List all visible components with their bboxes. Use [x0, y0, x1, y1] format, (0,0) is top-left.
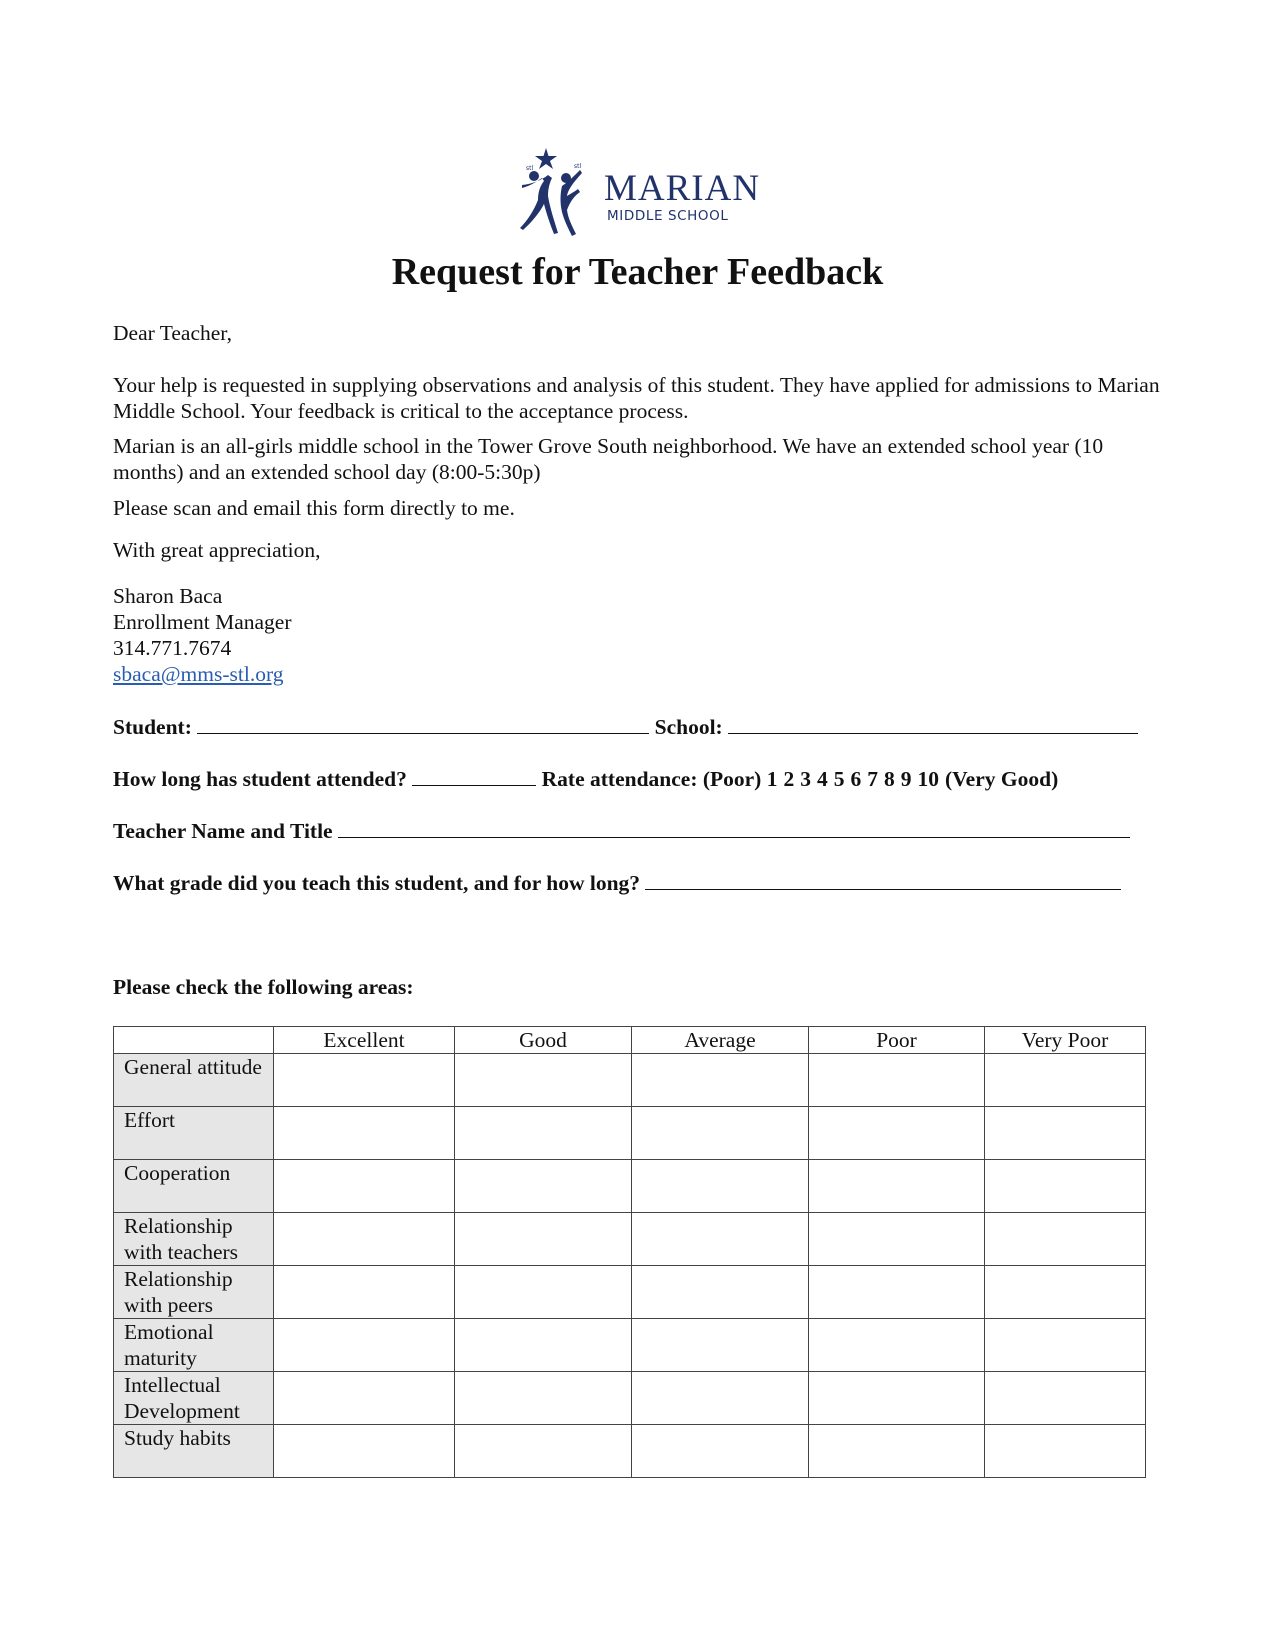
svg-text:stl: stl — [574, 163, 582, 170]
rate-option[interactable]: 7 — [867, 767, 878, 791]
letter-paragraph-1: Your help is requested in supplying observations and analysis of this student. They have applied for admissions to Marian Middle School. Your feedback is critical to the acceptance process. — [113, 373, 1160, 423]
rating-cell[interactable] — [985, 1107, 1146, 1160]
rating-cell[interactable] — [809, 1372, 985, 1425]
page-title: Request for Teacher Feedback — [391, 251, 884, 293]
school-logo — [520, 148, 760, 240]
rating-cell[interactable] — [632, 1107, 809, 1160]
rate-option[interactable]: 4 — [816, 767, 828, 791]
signer-title: Enrollment Manager — [113, 610, 292, 634]
teacher-row — [113, 817, 1130, 844]
rate-option[interactable]: 1 — [766, 767, 778, 791]
rating-cell[interactable] — [809, 1425, 985, 1478]
signer-phone: 314.771.7674 — [113, 636, 232, 660]
rating-table — [113, 1026, 1146, 1478]
grade-row — [113, 869, 1121, 896]
rating-cell[interactable] — [985, 1160, 1146, 1213]
attended-label: How long has student attended? — [113, 767, 407, 791]
rate-end-label: (Very Good) — [944, 767, 1059, 791]
table-row — [114, 1319, 1146, 1372]
column-header: Poor — [809, 1027, 985, 1054]
letter-closing: With great appreciation, — [113, 538, 321, 562]
grade-label: What grade did you teach this student, and for how long? — [113, 871, 641, 895]
dancers-star-logo-icon — [520, 148, 604, 240]
rating-cell[interactable] — [632, 1266, 809, 1319]
rate-option[interactable]: 3 — [800, 767, 811, 791]
rating-cell[interactable] — [274, 1425, 455, 1478]
row-label: Relationship with teachers — [114, 1213, 274, 1266]
grade-input-line[interactable] — [645, 869, 1121, 890]
rating-cell[interactable] — [274, 1266, 455, 1319]
rating-cell[interactable] — [632, 1425, 809, 1478]
logo-subtitle: MIDDLE SCHOOL — [607, 208, 729, 224]
school-label: School: — [654, 715, 723, 739]
teacher-input-line[interactable] — [338, 817, 1130, 838]
column-header: Very Poor — [985, 1027, 1146, 1054]
rating-cell[interactable] — [809, 1054, 985, 1107]
table-row — [114, 1425, 1146, 1478]
rating-cell[interactable] — [809, 1213, 985, 1266]
rating-cell[interactable] — [632, 1372, 809, 1425]
table-header-row — [114, 1027, 1146, 1054]
rating-cell[interactable] — [274, 1054, 455, 1107]
row-label: Relationship with peers — [114, 1266, 274, 1319]
rating-cell[interactable] — [985, 1266, 1146, 1319]
rate-option[interactable]: 8 — [883, 767, 895, 791]
student-input-line[interactable] — [197, 713, 649, 734]
rating-cell[interactable] — [455, 1160, 632, 1213]
rate-option[interactable]: 5 — [833, 767, 845, 791]
rating-cell[interactable] — [985, 1425, 1146, 1478]
row-label: Cooperation — [114, 1160, 274, 1213]
rate-option[interactable]: 6 — [850, 767, 862, 791]
table-row — [114, 1160, 1146, 1213]
rating-cell[interactable] — [809, 1319, 985, 1372]
logo-wordmark: MARIAN — [604, 168, 761, 209]
rating-cell[interactable] — [274, 1160, 455, 1213]
rating-cell[interactable] — [455, 1425, 632, 1478]
attended-input-line[interactable] — [412, 765, 536, 786]
column-header: Good — [455, 1027, 632, 1054]
rating-cell[interactable] — [455, 1319, 632, 1372]
rating-cell[interactable] — [809, 1266, 985, 1319]
row-label: Effort — [114, 1107, 274, 1160]
rating-cell[interactable] — [985, 1054, 1146, 1107]
rating-cell[interactable] — [632, 1213, 809, 1266]
rating-cell[interactable] — [455, 1213, 632, 1266]
signer-name: Sharon Baca — [113, 584, 223, 608]
table-row — [114, 1054, 1146, 1107]
rating-cell[interactable] — [455, 1266, 632, 1319]
table-row — [114, 1107, 1146, 1160]
rating-cell[interactable] — [455, 1054, 632, 1107]
rating-cell[interactable] — [809, 1107, 985, 1160]
rating-cell[interactable] — [632, 1319, 809, 1372]
rating-cell[interactable] — [809, 1160, 985, 1213]
rating-cell[interactable] — [985, 1213, 1146, 1266]
rating-cell[interactable] — [455, 1107, 632, 1160]
rate-option[interactable]: 10 — [917, 767, 939, 791]
letter-paragraph-2: Marian is an all-girls middle school in the Tower Grove South neighborhood. We have an extended school year (10 months) and an extended school day (8:00-5:30p) — [113, 434, 1104, 484]
table-row — [114, 1266, 1146, 1319]
table-heading: Please check the following areas: — [113, 975, 414, 999]
rating-cell[interactable] — [632, 1160, 809, 1213]
rate-option[interactable]: 2 — [783, 767, 795, 791]
email-link[interactable]: sbaca@mms-stl.org — [113, 662, 284, 686]
rate-option[interactable]: 9 — [900, 767, 912, 791]
row-label: Emotional maturity — [114, 1319, 274, 1372]
table-row — [114, 1213, 1146, 1266]
rating-cell[interactable] — [274, 1319, 455, 1372]
rating-cell[interactable] — [274, 1372, 455, 1425]
letter-paragraph-3: Please scan and email this form directly to me. — [113, 496, 515, 520]
rating-cell[interactable] — [455, 1372, 632, 1425]
letter-greeting: Dear Teacher, — [113, 321, 232, 345]
rating-cell[interactable] — [274, 1107, 455, 1160]
column-header: Excellent — [274, 1027, 455, 1054]
signer-email-line — [113, 661, 1173, 687]
rating-cell[interactable] — [985, 1372, 1146, 1425]
row-label: Intellectual Development — [114, 1372, 274, 1425]
column-header: Average — [632, 1027, 809, 1054]
row-label: General attitude — [114, 1054, 274, 1107]
student-label: Student: — [113, 715, 192, 739]
rating-cell[interactable] — [274, 1213, 455, 1266]
attendance-row — [113, 765, 1058, 792]
school-input-line[interactable] — [728, 713, 1138, 734]
rate-label: Rate attendance: (Poor) — [541, 767, 762, 791]
svg-text:stl: stl — [526, 165, 534, 172]
rating-cell[interactable] — [632, 1054, 809, 1107]
row-label: Study habits — [114, 1425, 274, 1478]
table-row — [114, 1372, 1146, 1425]
header-corner — [114, 1027, 274, 1054]
teacher-label: Teacher Name and Title — [113, 819, 333, 843]
student-school-row — [113, 713, 1138, 740]
rating-cell[interactable] — [985, 1319, 1146, 1372]
rate-scale — [767, 767, 945, 791]
